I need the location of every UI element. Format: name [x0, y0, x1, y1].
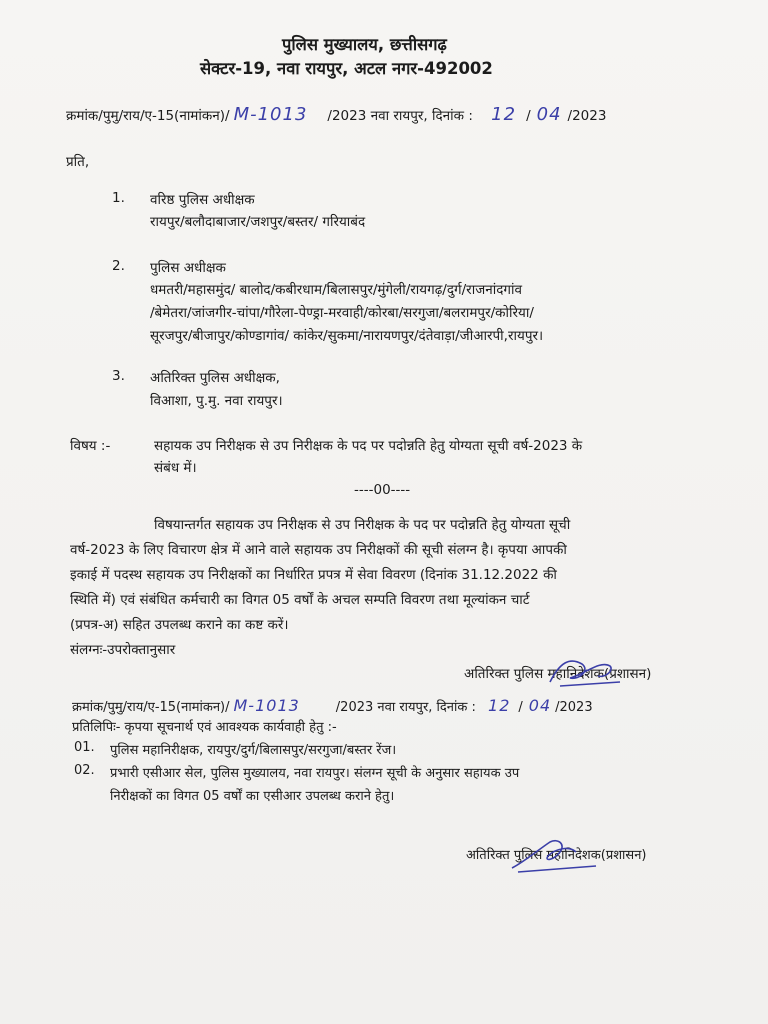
reference-line [66, 104, 606, 125]
subject-label: विषय :- [70, 438, 111, 454]
recipient-title: अतिरिक्त पुलिस अधीक्षक, [150, 370, 280, 386]
copy-reference-line [72, 696, 593, 715]
recipient-line: सूरजपुर/बीजापुर/कोण्डागांव/ कांकेर/सुकमा/नारायणपुर/दंतेवाड़ा/जीआरपी,रायपुर। [150, 328, 544, 344]
date-separator: / [526, 108, 531, 124]
enclosure-note: संलग्नः-उपरोक्तानुसार [70, 642, 176, 658]
signature-scribble [504, 832, 604, 876]
body-line: विषयान्तर्गत सहायक उप निरीक्षक से उप निरीक्षक के पद पर पदोन्नति हेतु योग्यता सूची [154, 517, 571, 533]
handwritten-number: M-1013 [233, 696, 300, 715]
divider: ----00---- [354, 482, 411, 498]
body-line: वर्ष-2023 के लिए विचारण क्षेत्र में आने वाले सहायक उप निरीक्षकों की सूची संलग्न है। कृपया आपकी [70, 542, 567, 558]
recipient-title: वरिष्ठ पुलिस अधीक्षक [150, 192, 255, 208]
recipient-title: पुलिस अधीक्षक [150, 260, 226, 276]
recipient-line: विआशा, पु.मु. नवा रायपुर। [150, 393, 283, 409]
body-line: (प्रपत्र-अ) सहित उपलब्ध कराने का कष्ट करें। [70, 617, 289, 633]
recipient-number: 1. [112, 190, 125, 206]
recipient-line: /बेमेतरा/जांजगीर-चांपा/गौरेला-पेण्ड्रा-मरवाही/कोरबा/सरगुजा/बलरामपुर/कोरिया/ [150, 305, 534, 321]
handwritten-day: 12 [491, 104, 517, 125]
handwritten-day: 12 [488, 696, 511, 715]
reference-prefix: क्रमांक/पुमु/राय/ए-15(नामांकन)/ [72, 700, 230, 715]
copy-number: 02. [74, 763, 95, 778]
subject-line: सहायक उप निरीक्षक से उप निरीक्षक के पद पर पदोन्नति हेतु योग्यता सूची वर्ष-2023 के [154, 438, 583, 454]
recipient-number: 2. [112, 258, 125, 274]
recipient-line: धमतरी/महासमुंद/ बालोद/कबीरधाम/बिलासपुर/मुंगेली/रायगढ़/दुर्ग/राजनांदगांव [150, 282, 522, 298]
copy-line: प्रभारी एसीआर सेल, पुलिस मुख्यालय, नवा रायपुर। संलग्न सूची के अनुसार सहायक उप [110, 766, 520, 781]
reference-prefix: क्रमांक/पुमु/राय/ए-15(नामांकन)/ [66, 108, 230, 124]
body-line: स्थिति में) एवं संबंधित कर्मचारी का विगत 05 वर्षों के अचल सम्पति विवरण तथा मूल्यांकन चार्ट [70, 592, 530, 608]
date-separator: / [518, 700, 523, 715]
copy-number: 01. [74, 740, 95, 755]
signatory-title: अतिरिक्त पुलिस महानिदेशक(प्रशासन) [466, 848, 647, 863]
handwritten-month: 04 [528, 696, 552, 715]
signature-scribble [540, 652, 630, 692]
copy-line: पुलिस महानिरीक्षक, रायपुर/दुर्ग/बिलासपुर/सरगुजा/बस्तर रेंज। [110, 743, 397, 758]
signatory-title: अतिरिक्त पुलिस महानिदेशक(प्रशासन) [464, 666, 652, 682]
body-line: इकाई में पदस्थ सहायक उप निरीक्षकों का निर्धारित प्रपत्र में सेवा विवरण (दिनांक 31.12.2022 की [70, 567, 557, 583]
reference-year: /2023 [555, 700, 593, 715]
recipient-line: रायपुर/बलौदाबाजार/जशपुर/बस्तर/ गरियाबंद [150, 214, 366, 230]
handwritten-month: 04 [536, 104, 562, 125]
reference-year: /2023 [567, 108, 607, 124]
to-label: प्रति, [66, 154, 90, 170]
handwritten-number: M-1013 [233, 104, 308, 125]
copy-line: निरीक्षकों का विगत 05 वर्षों का एसीआर उपलब्ध कराने हेतु। [110, 789, 395, 804]
subject-line: संबंध में। [154, 460, 197, 476]
copy-label: प्रतिलिपिः- कृपया सूचनार्थ एवं आवश्यक कार्यवाही हेतु :- [72, 720, 337, 735]
reference-place-date: /2023 नवा रायपुर, दिनांक : [335, 700, 476, 715]
office-address: सेक्टर-19, नवा रायपुर, अटल नगर-492002 [200, 59, 493, 78]
office-name: पुलिस मुख्यालय, छत्तीसगढ़ [282, 35, 447, 54]
recipient-number: 3. [112, 368, 125, 384]
reference-place-date: /2023 नवा रायपुर, दिनांक : [327, 108, 473, 124]
